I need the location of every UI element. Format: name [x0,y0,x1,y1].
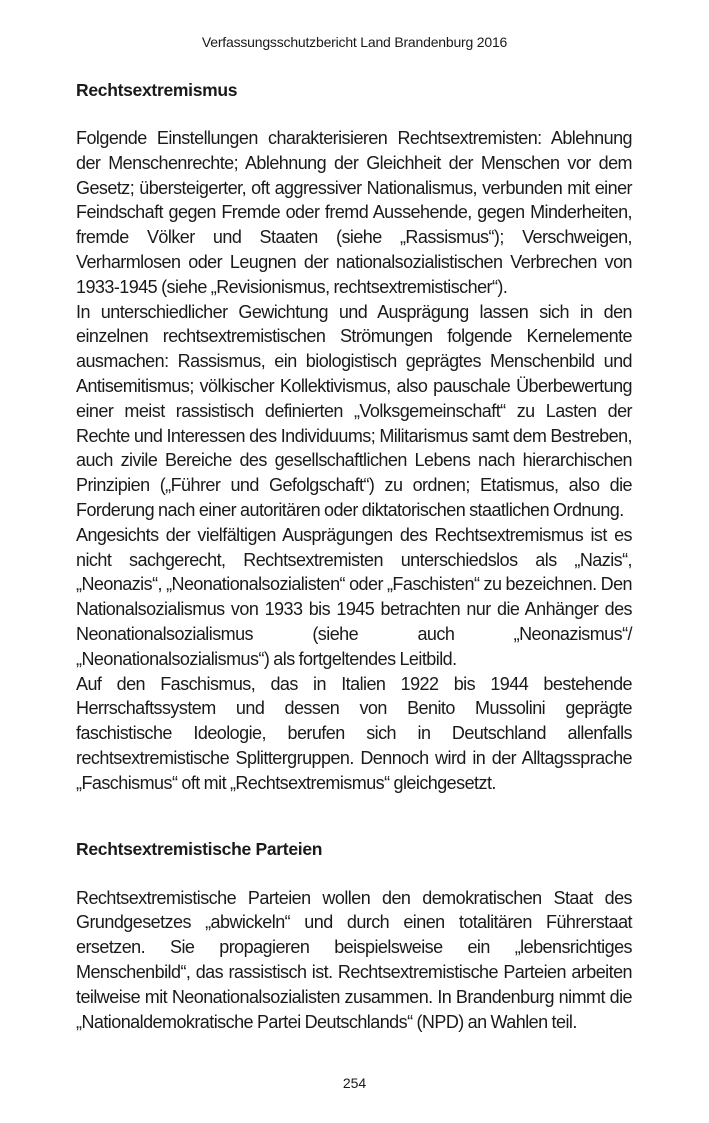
paragraph: Angesichts der vielfältigen Ausprägungen des Rechtsextremismus ist es nicht sachgerecht, Rechtsextremisten unterschiedslos als „Nazis“, „Neonazis“, „Neonationalsozialisten“ oder „Faschisten“ zu bezeichnen. Den Nationalsozialismus von 1933 bis 1945 betrachten nur die Anhänger des Neonationalsozialismus (siehe auch „Neonazismus“/„Neonationalsozialismus“) als fortgeltendes Leitbild. [76,524,632,669]
page-content [76,78,632,1034]
section-rechtsextremistische-parteien [76,837,632,1035]
paragraph: In unterschiedlicher Gewichtung und Ausprägung lassen sich in den einzelnen rechtsextremistischen Strömungen folgende Kernelemente ausmachen: Rassismus, ein biologistisch geprägtes Menschenbild und Antisemitismus; völkischer Kollektivismus, also pauschale Überbewertung einer meist rassistisch definierten „Volksgemeinschaft“ zu Lasten der Rechte und Interessen des Individuums; Militarismus samt dem Bestreben, auch zivile Bereiche des gesellschaftlichen Lebens nach hierarchischen Prinzipien („Führer und Gefolgschaft“) zu ordnen; Etatismus, also die Forderung nach einer autoritären oder diktatorischen staatlichen Ordnung. [76,301,632,520]
paragraph: Folgende Einstellungen charakterisieren Rechtsextremisten: Ablehnung der Menschenrechte; Ablehnung der Gleichheit der Menschen vor dem Gesetz; übersteigerter, oft aggressiver Nationalismus, verbunden mit einer Feindschaft gegen Fremde oder fremd Aussehende, gegen Minderheiten, fremde Völker und Staaten (siehe „Rassismus“); Verschweigen, Verharmlosen oder Leugnen der nationalsozialistischen Verbrechen von 1933-1945 (siehe „Revisionismus, rechtsextremistischer“). [76,128,632,297]
section-heading: Rechtsextremistische Parteien [76,838,323,859]
paragraph: Rechtsextremistische Parteien wollen den demokratischen Staat des Grundgesetzes „abwickeln“ und durch einen totalitären Führerstaat ersetzen. Sie propagieren beispielsweise ein „lebensrichtiges Menschenbild“, das rassistisch ist. Rechtsextremistische Parteien arbeiten teilweise mit Neonationalsozialisten zusammen. In Brandenburg nimmt die „Nationaldemokratische Partei Deutschlands“ (NPD) an Wahlen teil. [76,887,632,1032]
section-heading: Rechtsextremismus [76,80,238,100]
section-body [76,886,632,1035]
page-number: 254 [342,1075,367,1091]
section-body [76,126,632,796]
section-rechtsextremismus [76,78,632,796]
running-header: Verfassungsschutzbericht Land Brandenburg 2016 [201,34,508,50]
paragraph: Auf den Faschismus, das in Italien 1922 bis 1944 bestehende Herrschaftssystem und dessen von Benito Mussolini geprägte faschistische Ideologie, berufen sich in Deutschland allenfalls rechtsextremistische Splittergruppen. Dennoch wird in der Alltagssprache „Faschismus“ oft mit „Rechtsextremismus“ gleichgesetzt. [76,673,632,793]
